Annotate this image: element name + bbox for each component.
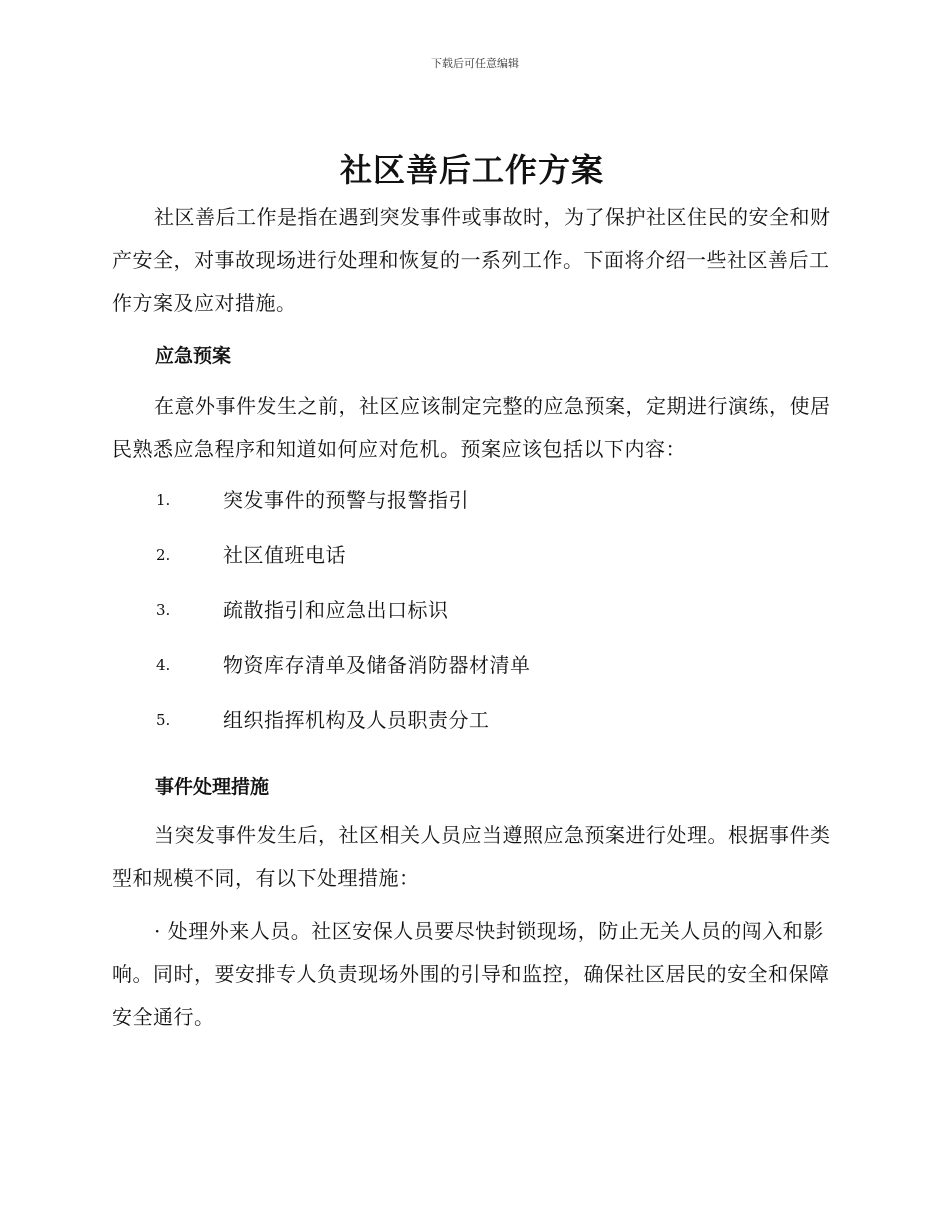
document-body <box>112 148 832 1039</box>
list-item-text: 物资库存清单及储备消防器材清单 <box>223 653 531 677</box>
list-item-number: 5. <box>156 711 171 729</box>
list-item <box>112 540 832 595</box>
list-item-text: 疏散指引和应急出口标识 <box>223 598 449 622</box>
incident-handling-paragraph: 当突发事件发生后，社区相关人员应当遵照应急预案进行处理。根据事件类型和规模不同，有以下处理措施： <box>112 823 831 890</box>
list-item-text: 社区值班电话 <box>223 543 346 567</box>
list-item-number: 4. <box>156 656 171 674</box>
list-item-number: 1. <box>156 491 171 509</box>
intro-paragraph: 社区善后工作是指在遇到突发事件或事故时，为了保护社区住民的安全和财产安全，对事故现场进行处理和恢复的一系列工作。下面将介绍一些社区善后工作方案及应对措施。 <box>112 205 831 315</box>
bullet-paragraph: · 处理外来人员。社区安保人员要尽快封锁现场，防止无关人员的闯入和影响。同时，要安排专人负责现场外围的引导和监控，确保社区居民的安全和保障安全通行。 <box>112 919 830 1029</box>
list-item-text: 突发事件的预警与报警指引 <box>223 488 469 512</box>
list-item <box>112 595 832 650</box>
section-heading-emergency-plan: 应急预案 <box>155 345 232 367</box>
emergency-plan-paragraph: 在意外事件发生之前，社区应该制定完整的应急预案，定期进行演练，使居民熟悉应急程序和知道如何应对危机。预案应该包括以下内容： <box>112 394 831 461</box>
list-item <box>112 705 832 760</box>
document-title: 社区善后工作方案 <box>339 151 604 189</box>
list-item-number: 2. <box>156 546 171 564</box>
paragraph-spacer <box>112 900 832 910</box>
plan-contents-list <box>112 485 832 760</box>
section-heading-incident-handling: 事件处理措施 <box>155 776 270 798</box>
page-header-note: 下载后可任意编辑 <box>431 57 519 70</box>
list-item <box>112 650 832 705</box>
list-item <box>112 485 832 540</box>
list-item-number: 3. <box>156 601 171 619</box>
list-item-text: 组织指挥机构及人员职责分工 <box>223 708 490 732</box>
